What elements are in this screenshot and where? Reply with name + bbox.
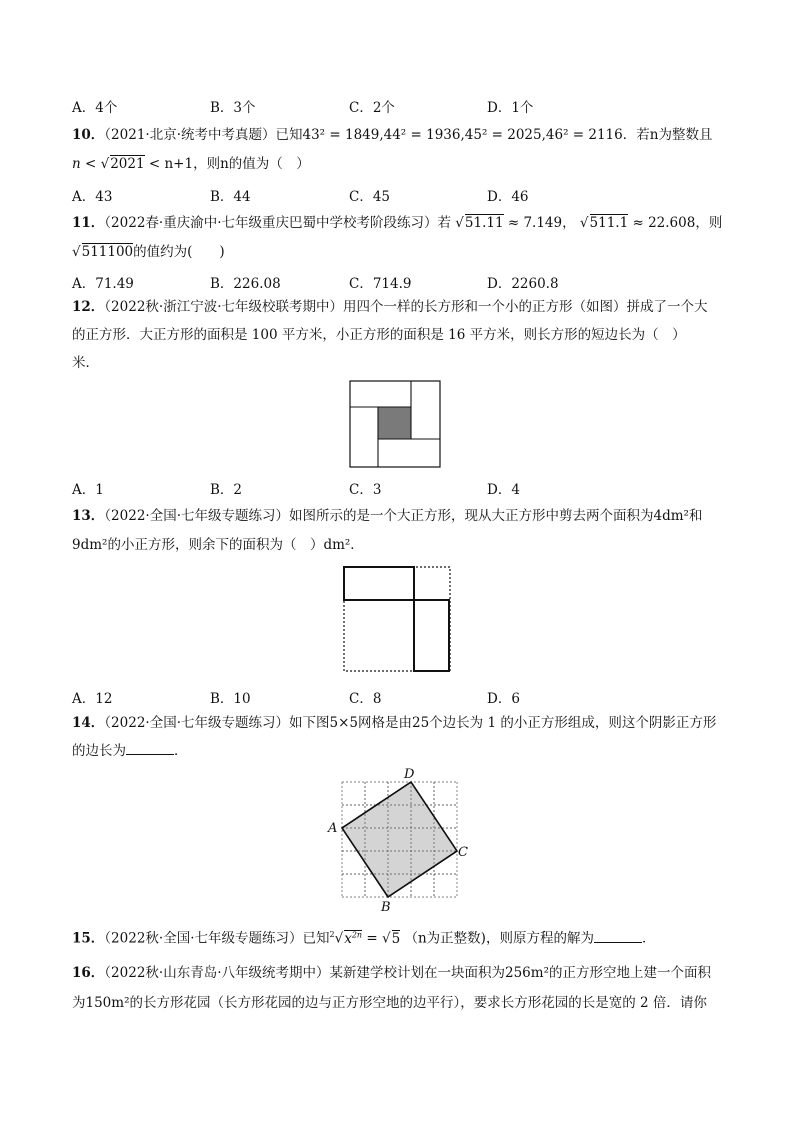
q11-option-a[interactable]: A．71.49 <box>72 276 134 292</box>
q15-sqrt-sign: √ <box>334 930 344 947</box>
q10-option-b[interactable]: B．44 <box>210 189 251 205</box>
q11-radicand-1: 51.11 <box>464 215 504 231</box>
q13-figure <box>343 566 452 673</box>
q11-approx-1: ≈ 7.149， <box>507 215 576 231</box>
q14-answer-blank[interactable] <box>126 742 174 755</box>
q12-text-3: 米． <box>72 355 99 371</box>
q9-options <box>72 96 724 114</box>
q11-option-d[interactable]: D．2260.8 <box>487 276 559 292</box>
q12-number: 12． <box>72 299 105 315</box>
q12-small-square <box>378 407 411 439</box>
q12-line-2 <box>72 326 724 344</box>
q15-answer-blank[interactable] <box>594 930 642 943</box>
q10-sqrt-sign: √ <box>100 156 110 172</box>
q12-text-2: 的正方形．大正方形的面积是 100 平方米，小正方形的面积是 16 平方米，则长方形的短边长为（ ） <box>72 327 686 343</box>
q15-radicand <box>344 930 362 947</box>
q15-radicand-base: x <box>344 930 352 947</box>
q14-label-b: B <box>381 900 391 914</box>
q15-root-index: 2 <box>329 930 335 939</box>
q14-label-a: A <box>328 821 338 836</box>
q9-option-a[interactable]: A．4个 <box>72 100 118 116</box>
q11-source: （2022春·重庆渝中·七年级重庆巴蜀中学校考阶段练习）若 <box>104 215 451 231</box>
q13-cut-rect-right <box>414 600 449 671</box>
q10-option-a[interactable]: A．43 <box>72 189 113 205</box>
q16-text-1a: （2022秋·山东青岛·八年级统考期中）某新建学校计划在一块面积为 <box>104 965 505 981</box>
q15-tail: （n为正整数)，则原方程的解为 <box>404 930 594 947</box>
q10-number: 10． <box>72 127 105 143</box>
q11-radicand-2: 511.1 <box>589 215 629 231</box>
q12-figure <box>349 380 442 469</box>
q15-rhs: 5 <box>391 930 401 947</box>
q15-radicand-exp: 2n <box>351 930 363 939</box>
q15-eq: = <box>366 930 382 947</box>
q11-line2-tail: 的值约为( ) <box>133 244 225 260</box>
q10-tail: ．若n为整数且 <box>622 127 713 143</box>
q10-option-c[interactable]: C．45 <box>349 189 391 205</box>
q11-sqrt-sign-3: √ <box>72 244 81 260</box>
q10-line-2 <box>72 155 724 173</box>
q15-source: （2022秋·全国·七年级专题练习）已知 <box>104 930 330 947</box>
q12-text-1: （2022秋·浙江宁波·七年级校联考期中）用四个一样的长方形和一个小的正方形（如图）拼成了一个大 <box>104 299 708 315</box>
q13-options <box>72 687 724 705</box>
q9-option-c[interactable]: C．2个 <box>349 100 395 116</box>
q13-line-2 <box>72 536 724 554</box>
q12-option-a[interactable]: A．1 <box>72 482 104 498</box>
q10-options <box>72 185 724 203</box>
q10-ineq-right: < n+1，则n的值为（ ） <box>148 156 310 172</box>
q12-option-c[interactable]: C．3 <box>349 482 382 498</box>
q14-label-c: C <box>458 845 468 860</box>
q13-option-a[interactable]: A．12 <box>72 691 113 707</box>
q11-radicand-3: 511100 <box>81 244 134 260</box>
q13-cut-rect-top <box>344 567 414 600</box>
q11-sqrt-sign-1: √ <box>455 215 464 231</box>
q9-option-d[interactable]: D．1个 <box>487 100 534 116</box>
q13-text-1: （2022·全国·七年级专题练习）如图所示的是一个大正方形，现从大正方形中剪去两个面积为4dm²和 <box>104 508 703 524</box>
q12-line-3 <box>72 354 724 372</box>
q16-text-1b: 的正方形空地上建一个面积 <box>548 965 711 981</box>
q10-line-1 <box>72 126 724 144</box>
q11-options <box>72 272 724 290</box>
q10-source: （2021·北京·统考中考真题）已知 <box>104 127 303 143</box>
q11-line-1 <box>72 214 724 232</box>
q14-text-2: 的边长为 <box>72 743 126 759</box>
q13-option-b[interactable]: B．10 <box>210 691 251 707</box>
q11-approx-2: ≈ 22.608，则 <box>632 215 723 231</box>
q11-sqrt-sign-2: √ <box>579 215 589 231</box>
q11-number: 11． <box>72 215 105 231</box>
q15-number: 15． <box>72 930 105 947</box>
q14-shaded-square <box>342 782 457 897</box>
q13-text-2: 9dm²的小正方形，则余下的面积为（ ）dm²． <box>72 537 364 553</box>
q11-option-b[interactable]: B．226.08 <box>210 276 281 292</box>
q10-option-d[interactable]: D．46 <box>487 189 529 205</box>
q15-line-1 <box>72 926 724 948</box>
q16-area-1: 256m² <box>505 965 549 981</box>
q16-line-1 <box>72 964 724 982</box>
q14-figure <box>322 764 472 914</box>
q13-option-d[interactable]: D．6 <box>487 691 520 707</box>
q12-option-d[interactable]: D．4 <box>487 482 520 498</box>
q13-number: 13． <box>72 508 105 524</box>
q11-line-2 <box>72 243 724 261</box>
q15-end: ． <box>641 930 656 947</box>
q14-line-1 <box>72 714 724 732</box>
q14-text-1: （2022·全国·七年级专题练习）如下图5×5网格是由25个边长为 1 的小正方形组成，则这个阴影正方形 <box>104 715 717 731</box>
q16-number: 16． <box>72 965 105 981</box>
q12-line-1 <box>72 298 724 316</box>
q16-line-2 <box>72 994 724 1012</box>
q12-option-b[interactable]: B．2 <box>210 482 243 498</box>
q16-area-2: 150m² <box>85 995 130 1011</box>
q11-option-c[interactable]: C．714.9 <box>349 276 412 292</box>
q15-sqrt-sign-2: √ <box>381 930 391 947</box>
q16-text-2a: 为 <box>72 995 86 1011</box>
q14-line-2 <box>72 742 724 760</box>
q10-equation: 43² = 1849,44² = 1936,45² = 2025,46² = 2116 <box>302 127 623 143</box>
q13-line-1 <box>72 507 724 525</box>
q16-text-2b: 的长方形花园（长方形花园的边与正方形空地的边平行），要求长方形花园的长是宽的 2 倍．请你 <box>129 995 707 1011</box>
q9-option-b[interactable]: B．3个 <box>210 100 256 116</box>
q10-ineq-left: n < <box>72 156 97 172</box>
q14-text-end: ． <box>174 743 188 759</box>
q14-label-d: D <box>404 767 415 782</box>
q13-option-c[interactable]: C．8 <box>349 691 382 707</box>
q10-radicand: 2021 <box>110 156 145 172</box>
q14-number: 14． <box>72 715 105 731</box>
q12-options <box>72 478 724 496</box>
